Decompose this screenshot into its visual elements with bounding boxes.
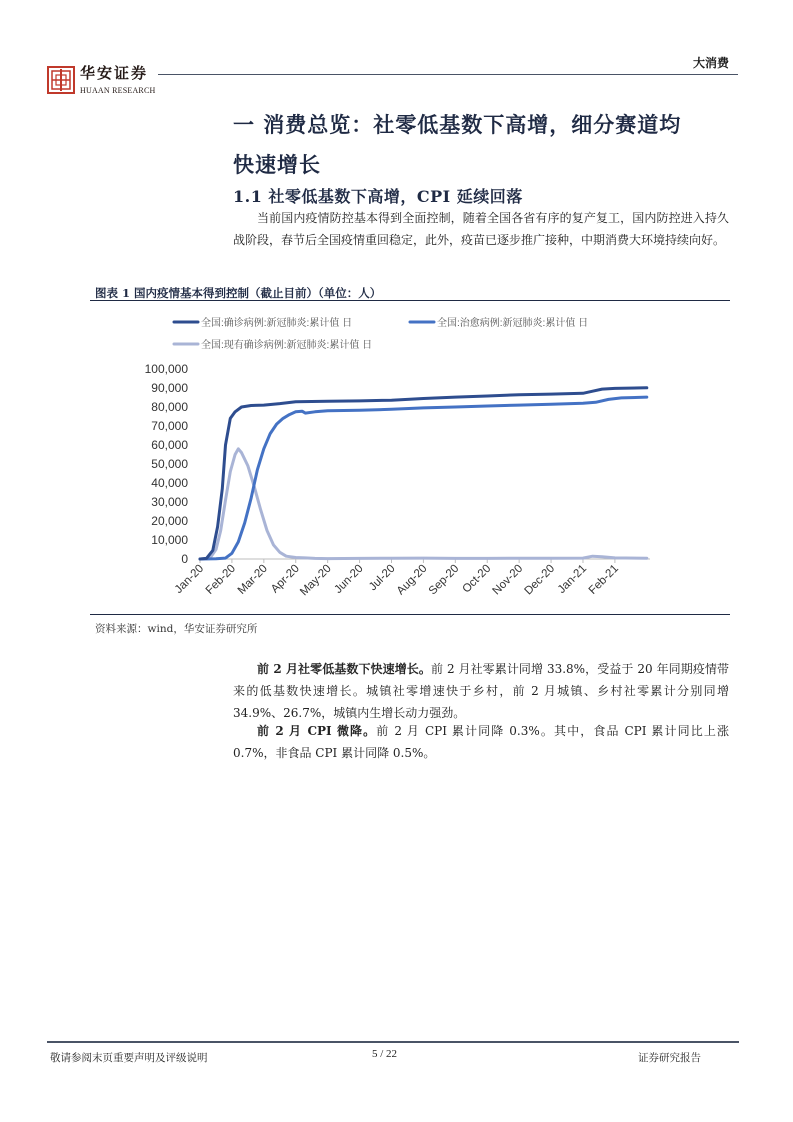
brand-name-cn: 华安证券	[80, 64, 149, 82]
y-tick-label: 70,000	[151, 419, 188, 433]
x-tick-label: Oct-20	[460, 562, 494, 596]
x-tick-label: Jun-20	[332, 562, 366, 596]
header-divider	[158, 74, 738, 75]
x-tick-label: Aug-20	[394, 562, 430, 598]
legend-label-existing: 全国:现有确诊病例:新冠肺炎:累计值 日	[201, 340, 373, 351]
x-tick-label: Sep-20	[426, 562, 462, 598]
figure-source: 资料来源：wind，华安证券研究所	[95, 623, 258, 635]
page-number: 5 / 22	[372, 1048, 398, 1060]
section-heading	[233, 105, 733, 185]
x-tick-label: Feb-20	[203, 562, 239, 597]
cpi-paragraph	[233, 720, 729, 764]
y-tick-label: 40,000	[151, 476, 188, 490]
footer-divider	[47, 1041, 739, 1043]
section-heading-line2: 快速增长	[233, 152, 321, 177]
y-tick-label: 10,000	[151, 533, 188, 547]
plot-area	[145, 362, 650, 598]
brand-logo-icon	[47, 66, 75, 94]
y-tick-label: 30,000	[151, 495, 188, 509]
retail-paragraph	[233, 658, 729, 724]
x-tick-label: Nov-20	[490, 562, 526, 598]
legend-label-confirmed: 全国:确诊病例:新冠肺炎:累计值 日	[201, 318, 353, 329]
x-tick-label: Dec-20	[522, 562, 558, 598]
y-tick-label: 60,000	[151, 438, 188, 452]
x-tick-label: Jan-21	[555, 562, 590, 596]
intro-paragraph: 当前国内疫情防控基本得到全面控制，随着全国各省有序的复产复工，国内防控进入持久战阶段，春节后全国疫情重回稳定，此外，疫苗已逐步推广接种，中期消费大环境持续向好。	[233, 211, 729, 247]
legend-label-cured: 全国:治愈病例:新冠肺炎:累计值 日	[437, 318, 589, 329]
x-tick-label: Mar-20	[235, 562, 270, 597]
x-tick-label: May-20	[298, 562, 334, 599]
y-tick-label: 50,000	[151, 457, 188, 471]
footer-disclaimer: 敬请参阅末页重要声明及评级说明	[50, 1052, 208, 1064]
x-tick-label: Jul-20	[366, 562, 398, 594]
brand-name-en: HUAAN RESEARCH	[80, 86, 156, 95]
cpi-paragraph-lead: 前 2 月 CPI 微降。	[257, 724, 377, 738]
retail-paragraph-text: 前 2 月社零累计同增 33.8%，受益于 20 年同期疫情带来的低基数快速增长。城镇社零增速快于乡村，前 2 月城镇、乡村社零累计分别同增 34.9%、26.7%，城镇内生增长动力强劲。	[233, 662, 729, 720]
series-line-cured	[200, 397, 647, 559]
y-tick-label: 100,000	[144, 362, 188, 376]
figure-rule-top	[90, 300, 730, 301]
figure-rule-bottom	[90, 614, 730, 615]
report-category: 大消费	[692, 56, 729, 70]
retail-paragraph-lead: 前 2 月社零低基数下快速增长。	[257, 662, 431, 676]
x-tick-label: Apr-20	[268, 562, 302, 596]
covid-cases-chart	[90, 302, 730, 612]
x-tick-label: Feb-21	[586, 562, 622, 597]
x-tick-label: Jan-20	[172, 562, 207, 596]
figure-title: 图表 1 国内疫情基本得到控制（截止目前）（单位：人）	[95, 286, 382, 300]
footer-report-type: 证券研究报告	[638, 1052, 701, 1064]
series-line-existing	[200, 449, 647, 559]
y-tick-label: 20,000	[151, 514, 188, 528]
section-heading-line1: 一 消费总览：社零低基数下高增，细分赛道均	[233, 112, 682, 137]
cpi-paragraph-text: 前 2 月 CPI 累计同降 0.3%。其中，食品 CPI 累计同比上涨 0.7%，非食品 CPI 累计同降 0.5%。	[233, 724, 729, 760]
y-tick-label: 80,000	[151, 400, 188, 414]
y-tick-label: 0	[181, 552, 188, 566]
chart-legend	[174, 316, 588, 351]
y-tick-label: 90,000	[151, 381, 188, 395]
subsection-heading: 1.1 社零低基数下高增，CPI 延续回落	[233, 187, 523, 206]
